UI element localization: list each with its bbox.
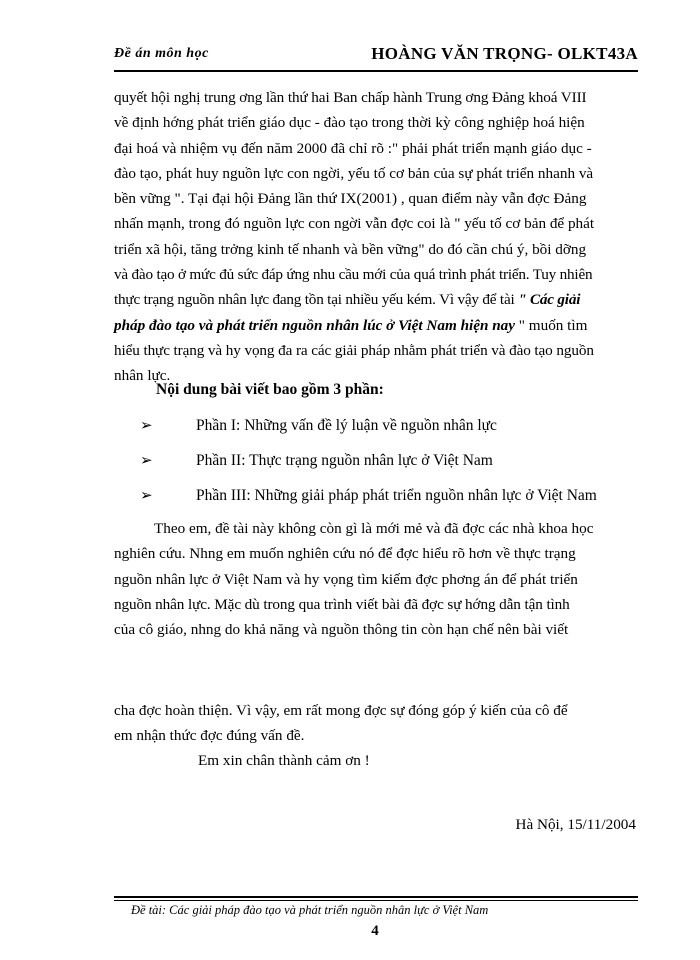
text-line: nhân lực. — [114, 367, 171, 385]
paragraph-motivation — [114, 516, 638, 642]
text-line: quyết hội nghị trung ơng lần thứ hai Ban chấp hành Trung ơng Đảng khoá VIII — [114, 89, 587, 106]
page-header — [114, 44, 638, 70]
page-number: 4 — [371, 923, 379, 939]
text-line — [114, 313, 638, 338]
text-line: nguồn nhân lực. Mặc dù trong qua trình viết bài đã đợc sự hớng dẫn tận tình — [114, 595, 570, 613]
text-line: triển xã hội, tăng trởng kinh tế nhanh và bền vững" do đó cần chú ý, bồi dỡng — [114, 240, 587, 258]
topic-title-cont: pháp đào tạo và phát triển nguồn nhân lúc ở Việt Nam hiện nay — [114, 316, 515, 334]
text-line: nguồn nhân lực ở Việt Nam và hy vọng tìm kiếm đợc phơng án để phát triển — [114, 570, 578, 588]
header-rule — [114, 70, 638, 72]
list-item — [140, 416, 497, 435]
list-item-label: Phần III: Những giải pháp phát triển nguồn nhân lực ở Việt Nam — [196, 487, 597, 504]
text-line — [114, 287, 638, 312]
text-segment: thực trạng nguồn nhân lực đang tồn tại nhiều yếu kém. Vì vậy để tài — [114, 291, 519, 309]
text-line: về định hớng phát triển giáo dục - đào tạo trong thời kỳ công nghiệp hoá hiện — [114, 114, 585, 132]
list-item — [140, 486, 597, 505]
arrow-bullet-icon: ➢ — [140, 488, 153, 504]
footer-rule-thin — [114, 900, 638, 901]
arrow-bullet-icon: ➢ — [140, 418, 153, 434]
text-line: nhấn mạnh, trong đó nguồn lực con ngời vẫn đợc coi là " yếu tố cơ bản để phát — [114, 215, 595, 233]
thanks-line: Em xin chân thành cảm ơn ! — [198, 752, 370, 769]
text-line: bền vững ". Tại đại hội Đảng lần thứ IX(2001) , quan điểm này vẫn đợc Đảng — [114, 190, 587, 208]
arrow-bullet-icon: ➢ — [140, 453, 153, 469]
paragraph-intro — [114, 85, 638, 389]
text-line: cha đợc hoàn thiện. Vì vậy, em rất mong đợc sự đóng góp ý kiến của cô để — [114, 702, 568, 719]
paragraph-closing — [114, 698, 638, 749]
text-segment: " muốn tìm — [515, 316, 588, 334]
topic-title: " Các giải — [518, 291, 581, 309]
text-line: nghiên cứu. Nhng em muốn nghiên cứu nó để đợc hiểu rõ hơn về thực trạng — [114, 545, 576, 563]
header-author: HOÀNG VĂN TRỌNG- OLKT43A — [371, 44, 638, 63]
footer-rule — [114, 896, 638, 898]
list-item-label: Phần I: Những vấn đề lý luận về nguồn nhân lực — [196, 417, 497, 434]
text-line: Theo em, đề tài này không còn gì là mới mẻ và đã đợc các nhà khoa học — [154, 520, 594, 537]
header-course-label: Đề án môn học — [114, 46, 209, 61]
text-line: và đào tạo ở mức đủ sức đáp ứng nhu cầu mới của quá trình phát triển. Tuy nhiên — [114, 266, 593, 284]
text-line: em nhận thức đợc đúng vấn đề. — [114, 727, 305, 745]
date-line: Hà Nội, 15/11/2004 — [515, 816, 636, 833]
text-line: đào tạo, phát huy nguồn lực con ngời, yếu tố cơ bản của sự phát triển nhanh và — [114, 164, 594, 182]
contents-heading: Nội dung bài viết bao gồm 3 phần: — [156, 381, 384, 398]
list-item-label: Phần II: Thực trạng nguồn nhân lực ở Việt Nam — [196, 452, 493, 469]
text-line: của cô giáo, nhng do khả năng và nguồn thông tin còn hạn chế nên bài viết — [114, 621, 569, 639]
text-line: hiểu thực trạng và hy vọng đa ra các giải pháp nhằm phát triển và đào tạo nguồn — [114, 341, 594, 359]
list-item — [140, 451, 493, 470]
footer-topic: Đề tài: Các giải pháp đào tạo và phát triển nguồn nhân lực ở Việt Nam — [131, 903, 489, 917]
text-line: đại hoá và nhiệm vụ đến năm 2000 đã chỉ rõ :" phải phát triển mạnh giáo dục - — [114, 139, 592, 157]
